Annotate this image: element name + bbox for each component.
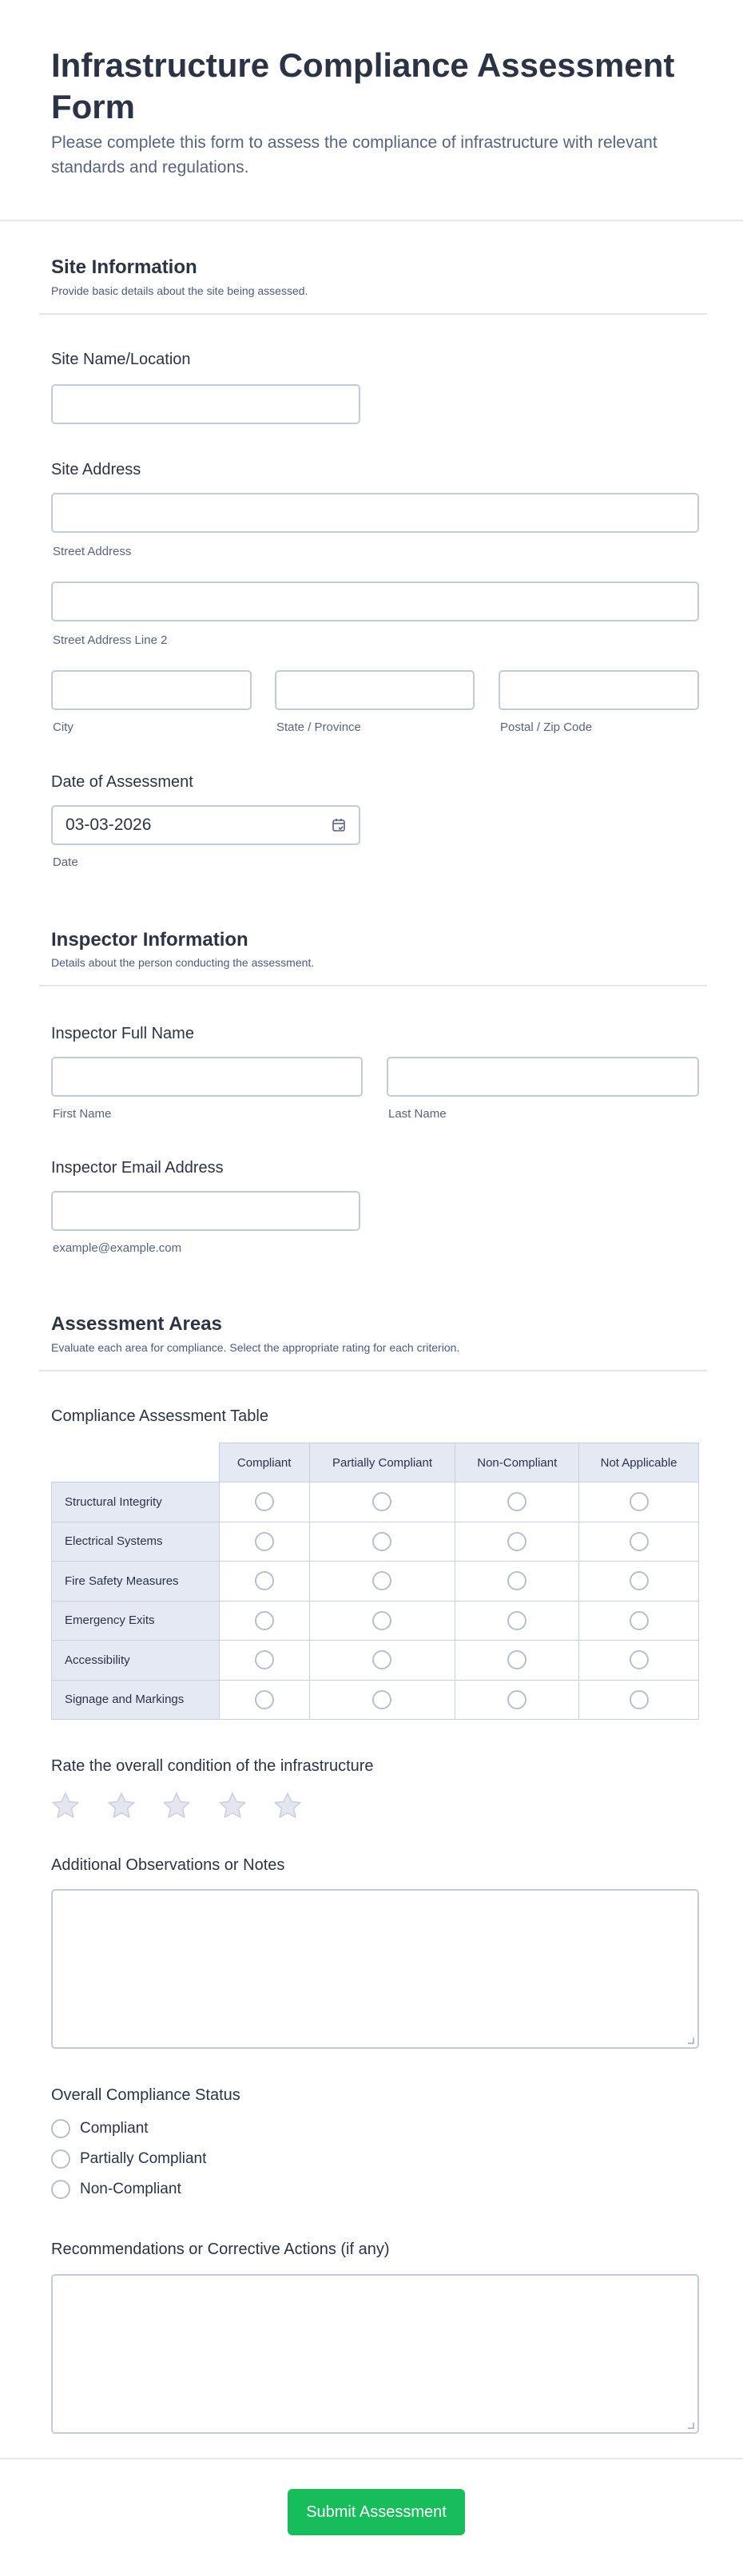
- matrix-cell: [219, 1482, 309, 1522]
- matrix-cell: [579, 1522, 699, 1562]
- rating-label: Rate the overall condition of the infrastructure: [51, 1757, 374, 1775]
- section-divider: [39, 1370, 707, 1371]
- matrix-row: [52, 1601, 699, 1641]
- matrix-cell: [309, 1562, 455, 1602]
- email-input[interactable]: [51, 1191, 360, 1231]
- matrix-row-label: Emergency Exits: [52, 1601, 220, 1641]
- matrix-row-label: Signage and Markings: [52, 1680, 220, 1720]
- matrix-column-header: Partially Compliant: [309, 1443, 455, 1482]
- matrix-radio[interactable]: [255, 1571, 274, 1590]
- state-input[interactable]: [275, 670, 475, 710]
- status-option[interactable]: [51, 2119, 149, 2138]
- street-address-input[interactable]: [51, 493, 699, 533]
- matrix-cell: [455, 1641, 579, 1681]
- section-heading-site: Site Information: [51, 256, 197, 278]
- matrix-cell: [455, 1562, 579, 1602]
- matrix-row: [52, 1641, 699, 1681]
- site-name-input[interactable]: [51, 384, 360, 424]
- resize-handle[interactable]: [688, 2423, 694, 2429]
- matrix-radio[interactable]: [630, 1492, 649, 1511]
- status-option-label: Compliant: [80, 2120, 149, 2137]
- matrix-cell: [579, 1680, 699, 1720]
- matrix-radio[interactable]: [630, 1532, 649, 1551]
- section-divider: [39, 313, 707, 315]
- notes-label: Additional Observations or Notes: [51, 1856, 285, 1874]
- compliance-matrix: [51, 1443, 699, 1720]
- matrix-radio[interactable]: [630, 1650, 649, 1669]
- date-sublabel: Date: [53, 855, 78, 869]
- city-input[interactable]: [51, 670, 252, 710]
- section-description-assessment: Evaluate each area for compliance. Select the appropriate rating for each criterion.: [51, 1341, 460, 1354]
- section-heading-inspector: Inspector Information: [51, 929, 248, 951]
- site-address-label: Site Address: [51, 461, 141, 478]
- matrix-column-header: Not Applicable: [579, 1443, 699, 1482]
- status-radio[interactable]: [51, 2149, 70, 2169]
- matrix-radio[interactable]: [507, 1690, 526, 1709]
- footer-divider: [0, 2458, 743, 2459]
- section-description-site: Provide basic details about the site being assessed.: [51, 284, 308, 297]
- notes-textarea[interactable]: [51, 1889, 699, 2049]
- section-description-inspector: Details about the person conducting the assessment.: [51, 956, 315, 969]
- section-heading-assessment: Assessment Areas: [51, 1313, 222, 1335]
- status-option[interactable]: [51, 2149, 206, 2169]
- street-address-line2-sublabel: Street Address Line 2: [53, 633, 168, 647]
- matrix-column-header: Non-Compliant: [455, 1443, 579, 1482]
- matrix-cell: [309, 1601, 455, 1641]
- matrix-radio[interactable]: [372, 1532, 391, 1551]
- matrix-radio[interactable]: [255, 1650, 274, 1669]
- rating-star-icon[interactable]: [217, 1790, 248, 1822]
- matrix-row: [52, 1522, 699, 1562]
- matrix-cell: [455, 1482, 579, 1522]
- section-divider: [39, 985, 707, 986]
- last-name-sublabel: Last Name: [388, 1107, 447, 1121]
- submit-button[interactable]: Submit Assessment: [288, 2489, 465, 2535]
- matrix-row: [52, 1562, 699, 1602]
- date-input[interactable]: [51, 805, 360, 845]
- matrix-radio[interactable]: [630, 1571, 649, 1590]
- matrix-column-header: Compliant: [219, 1443, 309, 1482]
- page-title: Infrastructure Compliance Assessment Form: [51, 46, 675, 125]
- email-sublabel: example@example.com: [53, 1241, 182, 1255]
- matrix-corner: [52, 1443, 220, 1482]
- matrix-radio[interactable]: [255, 1532, 274, 1551]
- zip-sublabel: Postal / Zip Code: [500, 720, 593, 734]
- city-sublabel: City: [53, 720, 74, 734]
- matrix-cell: [309, 1680, 455, 1720]
- page-subtitle: Please complete this form to assess the compliance of infrastructure with relevant standards and regulations.: [51, 133, 658, 177]
- date-label: Date of Assessment: [51, 773, 193, 791]
- matrix-radio[interactable]: [255, 1611, 274, 1630]
- matrix-cell: [455, 1601, 579, 1641]
- matrix-radio[interactable]: [630, 1690, 649, 1709]
- matrix-cell: [219, 1641, 309, 1681]
- state-sublabel: State / Province: [276, 720, 361, 734]
- matrix-radio[interactable]: [630, 1611, 649, 1630]
- matrix-cell: [219, 1562, 309, 1602]
- matrix-row-label: Electrical Systems: [52, 1522, 220, 1562]
- matrix-row-label: Structural Integrity: [52, 1482, 220, 1522]
- last-name-input[interactable]: [387, 1057, 699, 1097]
- rating-star-icon[interactable]: [161, 1790, 193, 1822]
- recommendations-textarea[interactable]: [51, 2274, 699, 2434]
- matrix-radio[interactable]: [372, 1571, 391, 1590]
- matrix-cell: [455, 1522, 579, 1562]
- matrix-radio[interactable]: [255, 1690, 274, 1709]
- zip-input[interactable]: [499, 670, 699, 710]
- calendar-icon[interactable]: [332, 818, 346, 832]
- first-name-input[interactable]: [51, 1057, 363, 1097]
- email-label: Inspector Email Address: [51, 1159, 224, 1177]
- matrix-cell: [309, 1482, 455, 1522]
- table-label: Compliance Assessment Table: [51, 1407, 268, 1425]
- street-address-line2-input[interactable]: [51, 581, 699, 621]
- resize-handle[interactable]: [688, 2038, 694, 2044]
- date-value: 03-03-2026: [66, 816, 152, 834]
- matrix-radio[interactable]: [507, 1611, 526, 1630]
- status-radio[interactable]: [51, 2119, 70, 2138]
- matrix-cell: [579, 1482, 699, 1522]
- matrix-cell: [309, 1522, 455, 1562]
- matrix-cell: [579, 1641, 699, 1681]
- matrix-radio[interactable]: [372, 1650, 391, 1669]
- matrix-radio[interactable]: [372, 1492, 391, 1511]
- matrix-radio[interactable]: [255, 1492, 274, 1511]
- rating-star-icon[interactable]: [272, 1790, 304, 1822]
- matrix-radio[interactable]: [507, 1532, 526, 1551]
- matrix-row-label: Accessibility: [52, 1641, 220, 1681]
- recommendations-label: Recommendations or Corrective Actions (if any): [51, 2241, 390, 2258]
- rating-star-icon[interactable]: [105, 1790, 137, 1822]
- rating-star-icon[interactable]: [50, 1790, 81, 1822]
- inspector-name-label: Inspector Full Name: [51, 1025, 194, 1042]
- status-option[interactable]: [51, 2180, 181, 2199]
- status-option-label: Partially Compliant: [80, 2150, 207, 2167]
- street-address-sublabel: Street Address: [53, 545, 132, 558]
- matrix-cell: [455, 1680, 579, 1720]
- site-name-label: Site Name/Location: [51, 351, 191, 368]
- matrix-cell: [219, 1680, 309, 1720]
- matrix-row: [52, 1680, 699, 1720]
- matrix-radio[interactable]: [507, 1571, 526, 1590]
- first-name-sublabel: First Name: [53, 1107, 112, 1121]
- matrix-radio[interactable]: [507, 1492, 526, 1511]
- matrix-radio[interactable]: [372, 1611, 391, 1630]
- matrix-row: [52, 1482, 699, 1522]
- status-option-label: Non-Compliant: [80, 2181, 181, 2197]
- matrix-cell: [579, 1562, 699, 1602]
- matrix-row-label: Fire Safety Measures: [52, 1562, 220, 1602]
- status-label: Overall Compliance Status: [51, 2086, 240, 2104]
- header-divider: [0, 220, 743, 221]
- status-radio[interactable]: [51, 2180, 70, 2199]
- matrix-radio[interactable]: [372, 1690, 391, 1709]
- matrix-cell: [219, 1601, 309, 1641]
- matrix-cell: [579, 1601, 699, 1641]
- matrix-cell: [309, 1641, 455, 1681]
- matrix-cell: [219, 1522, 309, 1562]
- matrix-radio[interactable]: [507, 1650, 526, 1669]
